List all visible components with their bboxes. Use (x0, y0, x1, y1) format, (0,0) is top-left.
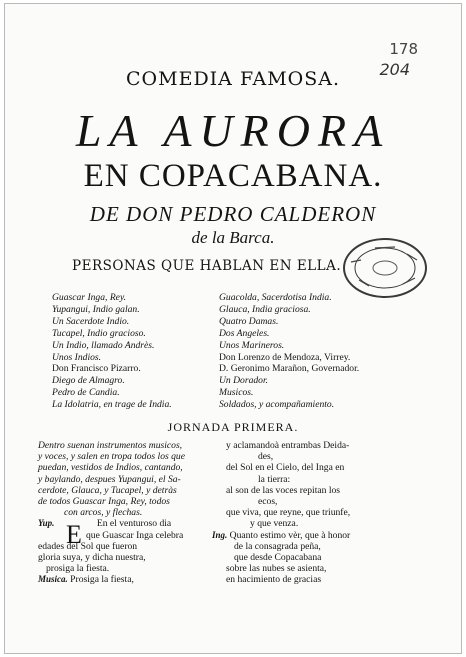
cast-item: Soldados, y acompañamiento. (219, 399, 335, 411)
cast-list-left (52, 292, 217, 411)
library-stamp (343, 238, 427, 298)
stage-direction-line: Dentro suenan instrumentos musicos, (38, 440, 183, 451)
verse-line: gloria suya, y dicha nuestra, (38, 552, 146, 564)
verse-line: que desde Copacabana (234, 552, 322, 564)
verse-line: al son de las voces repitan los (226, 484, 341, 496)
cast-item: Unos Marineros. (219, 339, 285, 351)
stage-direction-line: y voces, y salen en tropa todos los que (38, 451, 185, 463)
verse-line: en hacimiento de gracias (226, 574, 322, 586)
shelf-number-top: 178 (389, 40, 418, 58)
drop-cap: E (66, 520, 82, 549)
verse-line (38, 574, 216, 585)
verse-line: des, (258, 451, 274, 463)
verse-line: prosiga la fiesta. (46, 563, 110, 575)
verse-text: En el venturoso dia (96, 518, 172, 530)
verse-line: que viva, que reyne, que triunfe, (226, 507, 351, 519)
verse-line: y que venza. (250, 518, 299, 530)
cast-item: Diego de Almagro. (52, 375, 125, 387)
left-column (38, 440, 216, 586)
verse-text: Quanto estimo vèr, que à honor (229, 529, 351, 541)
verse-line: que Guascar Inga celebra (86, 529, 184, 541)
cast-item: Un Indio, llamado Andrès. (52, 339, 155, 351)
cast-item: Yupangui, Indio galan. (52, 303, 140, 315)
title-line-1: LA AURORA (75, 105, 391, 156)
cast-item: Guascar Inga, Rey. (52, 292, 127, 303)
cast-item: Musicos. (219, 387, 254, 399)
verse-line: y aclamandoà entrambas Deida- (226, 440, 350, 451)
shelf-number-bottom: 204 (379, 60, 410, 79)
author-line-1: DE DON PEDRO CALDERON (89, 202, 377, 226)
cast-item: Quatro Damas. (219, 315, 279, 327)
jornada-heading: JORNADA PRIMERA. (167, 420, 299, 434)
cast-item: Guacolda, Sacerdotisa India. (219, 292, 332, 303)
verse-line (212, 530, 436, 541)
verse-text: Prosiga la fiesta, (70, 574, 134, 586)
verse-line (38, 518, 216, 529)
cast-item: Tucapel, Indio gracioso. (52, 327, 146, 339)
cast-item: Glauca, India graciosa. (219, 303, 311, 315)
speaker-label: Ing. (212, 529, 228, 540)
verse-line: ecos, (258, 496, 278, 508)
stage-direction-line: de todos Guascar Inga, Rey, todos (38, 496, 170, 508)
stage-direction-line: cerdote, Glauca, y Tucapel, y detràs (38, 484, 177, 496)
speaker-label: Yup. (38, 518, 55, 529)
cast-item: Un Dorador. (219, 375, 269, 387)
cast-item: D. Geronimo Marañon, Governador. (219, 363, 360, 375)
cast-item: La Idolatria, en trage de India. (52, 399, 172, 411)
cast-item: Unos Indios. (52, 351, 102, 363)
title-line-2: EN COPACABANA. (83, 158, 383, 194)
speaker-label: Musica. (38, 574, 68, 585)
stamp-ring-graphic (345, 240, 425, 296)
verse-line: de la consagrada peña, (234, 540, 321, 552)
cast-item: Dos Angeles. (219, 327, 270, 339)
author-line-2: de la Barca. (191, 228, 275, 247)
cast-list-right (219, 292, 419, 411)
verse-line: sobre las nubes se asienta, (226, 563, 327, 575)
comedia-heading: COMEDIA FAMOSA. (126, 68, 340, 90)
cast-item: Don Francisco Pizarro. (52, 363, 141, 375)
verse-line: la tierra: (258, 473, 291, 485)
cast-item: Un Sacerdote Indio. (52, 315, 130, 327)
cast-item: Pedro de Candia. (52, 387, 120, 399)
cast-item: Don Lorenzo de Mendoza, Virrey. (219, 351, 351, 363)
personas-heading: PERSONAS QUE HABLAN EN ELLA. (72, 258, 342, 274)
stage-direction-line: con arcos, y flechas. (64, 507, 143, 519)
stage-direction-line: puedan, vestidos de Indios, cantando, (38, 462, 183, 474)
stage-direction-line: y baylando, despues Yupangui, el Sa- (38, 473, 181, 485)
right-column (212, 440, 436, 586)
verse-line: del Sol en el Cielo, del Inga en (226, 462, 345, 474)
verse-line: edades del Sol que fueron (38, 540, 138, 552)
